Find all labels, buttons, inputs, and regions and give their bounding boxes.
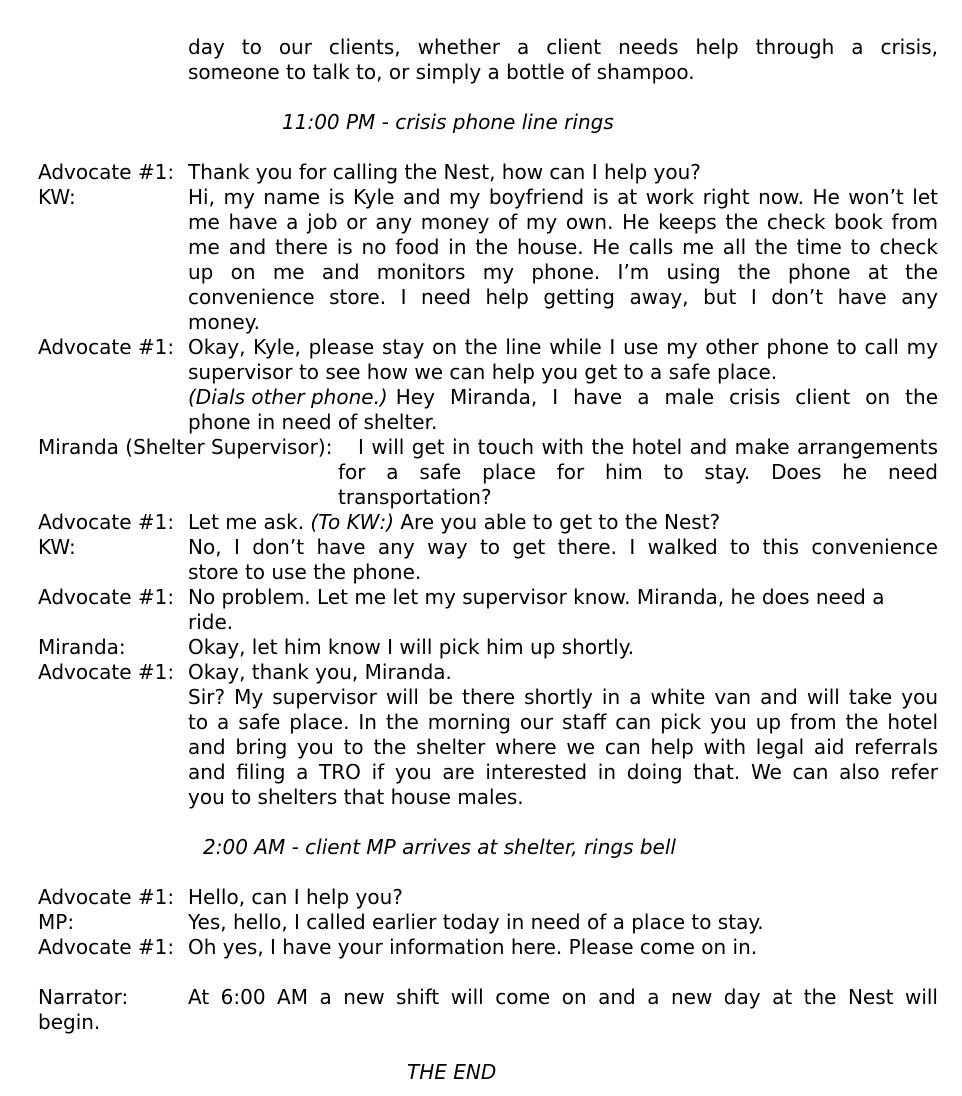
- dialogue-line: At 6:00 AM a new shift will come on and a new day at the Nest will: [188, 985, 938, 1009]
- speaker-advocate: Advocate #1:: [38, 660, 175, 684]
- speaker-mp: MP:: [38, 910, 75, 934]
- dialogue-line: supervisor to see how we can help you get to a safe place.: [188, 360, 778, 384]
- dialogue-line: Hello, can I help you?: [188, 885, 403, 909]
- speaker-advocate: Advocate #1:: [38, 885, 175, 909]
- speaker-kw: KW:: [38, 185, 76, 209]
- dialogue-line: begin.: [38, 1010, 101, 1034]
- dialogue-line: to a safe place. In the morning our staff can pick you up from the hotel: [188, 710, 938, 734]
- speaker-advocate: Advocate #1:: [38, 510, 175, 534]
- stage-direction: (Dials other phone.): [188, 385, 388, 409]
- intro-line-2: someone to talk to, or simply a bottle of shampoo.: [188, 60, 695, 84]
- dialogue-line: Okay, let him know I will pick him up shortly.: [188, 635, 635, 659]
- dialogue-text: Let me ask.: [188, 510, 311, 534]
- speaker-narrator: Narrator:: [38, 985, 129, 1009]
- dialogue-line: up on me and monitors my phone. I’m using the phone at the: [188, 260, 938, 284]
- dialogue-line: No problem. Let me let my supervisor know. Miranda, he does need a: [188, 585, 885, 609]
- speaker-miranda-supervisor: Miranda (Shelter Supervisor):: [38, 435, 333, 459]
- dialogue-text: Hey Miranda, I have a male crisis client on the: [395, 385, 938, 409]
- dialogue-line: Hi, my name is Kyle and my boyfriend is at work right now. He won’t let: [188, 185, 938, 209]
- speaker-advocate: Advocate #1:: [38, 335, 175, 359]
- dialogue-line: I will get in touch with the hotel and make arrangements: [358, 435, 938, 459]
- dialogue-line: transportation?: [338, 485, 492, 509]
- intro-line-1: day to our clients, whether a client needs help through a crisis,: [188, 35, 938, 59]
- dialogue-line: Okay, Kyle, please stay on the line while I use my other phone to call my: [188, 335, 938, 359]
- scene-heading-1: 11:00 PM - crisis phone line rings: [282, 110, 614, 134]
- dialogue-line: Okay, thank you, Miranda.: [188, 660, 452, 684]
- speaker-advocate: Advocate #1:: [38, 160, 175, 184]
- dialogue-line: me and there is no food in the house. He calls me all the time to check: [188, 235, 938, 259]
- dialogue-line: and bring you to the shelter where we can help with legal aid referrals: [188, 735, 938, 759]
- dialogue-line: No, I don’t have any way to get there. I walked to this convenience: [188, 535, 938, 559]
- dialogue-line: money.: [188, 310, 261, 334]
- dialogue-line: store to use the phone.: [188, 560, 422, 584]
- dialogue-line: Thank you for calling the Nest, how can I help you?: [188, 160, 701, 184]
- speaker-advocate: Advocate #1:: [38, 585, 175, 609]
- dialogue-line: you to shelters that house males.: [188, 785, 524, 809]
- dialogue-line-with-direction: [188, 510, 720, 535]
- dialogue-text: Are you able to get to the Nest?: [394, 510, 721, 534]
- dialogue-line: ride.: [188, 610, 234, 634]
- dialogue-line: Sir? My supervisor will be there shortly in a white van and will take you: [188, 685, 938, 709]
- dialogue-line: Oh yes, I have your information here. Please come on in.: [188, 935, 758, 959]
- dialogue-line: phone in need of shelter.: [188, 410, 438, 434]
- dialogue-line: convenience store. I need help getting away, but I don’t have any: [188, 285, 938, 309]
- dialogue-line: for a safe place for him to stay. Does he need: [338, 460, 938, 484]
- scene-heading-2: 2:00 AM - client MP arrives at shelter, rings bell: [203, 835, 676, 859]
- speaker-kw: KW:: [38, 535, 76, 559]
- dialogue-line: Yes, hello, I called earlier today in need of a place to stay.: [188, 910, 764, 934]
- dialogue-line: me have a job or any money of my own. He keeps the check book from: [188, 210, 938, 234]
- the-end: THE END: [407, 1060, 497, 1084]
- dialogue-line-with-direction: [188, 385, 938, 410]
- dialogue-line: and filing a TRO if you are interested in doing that. We can also refer: [188, 760, 938, 784]
- speaker-advocate: Advocate #1:: [38, 935, 175, 959]
- stage-direction: (To KW:): [310, 510, 394, 534]
- speaker-miranda: Miranda:: [38, 635, 126, 659]
